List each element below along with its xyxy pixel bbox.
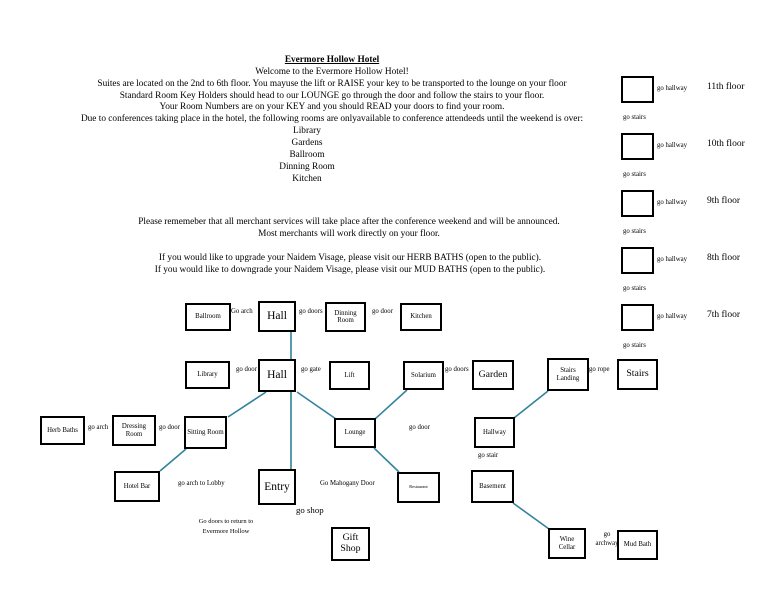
room-kitchen: Kitchen — [400, 303, 442, 331]
edge-label-go-door: go door — [409, 424, 430, 431]
edge-label-go-doors: go doors — [445, 366, 469, 373]
room-wine-cellar: Wine Cellar — [548, 528, 586, 559]
edge-label-go-door: go door — [159, 424, 180, 431]
edge-label-go-doors: go doors — [299, 308, 323, 315]
room-sitting-room: Sitting Room — [184, 416, 227, 449]
room-gift-shop: Gift Shop — [331, 527, 370, 561]
restricted-room: Kitchen — [292, 173, 322, 184]
room-hallway: Hallway — [474, 417, 515, 448]
room-mud-bath: Mud Bath — [617, 530, 658, 560]
restricted-room: Gardens — [291, 137, 323, 148]
floor-box — [621, 76, 654, 103]
room-hotel-bar: Hotel Bar — [114, 471, 160, 502]
intro-line: Your Room Numbers are on your KEY and you should READ your doors to find your room. — [159, 102, 505, 113]
floor-row-7 — [621, 304, 768, 361]
room-lift: Lift — [329, 361, 370, 390]
floor-box — [621, 133, 654, 160]
go-hallway-label: go hallway — [657, 199, 688, 206]
room-hall-upper: Hall — [258, 301, 296, 332]
edge-label-go-arch: Go arch — [231, 308, 253, 315]
page-title: Evermore Hollow Hotel — [284, 55, 380, 65]
connection-line — [375, 390, 407, 419]
connection-line — [160, 449, 186, 471]
merchant-line: Please rememeber that all merchant services will take place after the conference weekend and will be announced. — [138, 217, 560, 227]
room-ballroom: Ballroom — [185, 303, 231, 331]
floor-name: 11th floor — [707, 82, 745, 92]
edge-label-go-arch-to-lobby: go arch to Lobby — [178, 480, 225, 487]
room-basement: Basement — [471, 470, 514, 503]
baths-note — [0, 253, 700, 277]
edge-label-go-archway: go archway — [595, 531, 619, 547]
connection-line — [514, 391, 548, 418]
restricted-room: Ballroom — [289, 149, 325, 160]
intro-block — [0, 55, 664, 126]
floor-name: 9th floor — [707, 196, 740, 206]
connection-line — [228, 392, 266, 417]
connection-line — [374, 448, 399, 472]
intro-line: Welcome to the Evermore Hollow Hotel! — [255, 66, 409, 77]
edge-label-go-shop: go shop — [296, 505, 324, 515]
go-hallway-label: go hallway — [657, 85, 688, 92]
merchant-line: Most merchants will work directly on your floor. — [258, 228, 440, 239]
restricted-room: Library — [293, 126, 321, 136]
room-solarium: Solarium — [403, 361, 444, 390]
edge-label-go-door: go door — [372, 308, 393, 315]
connection-line — [297, 392, 336, 419]
floor-name: 7th floor — [707, 310, 740, 320]
go-stairs-label: go stairs — [623, 342, 646, 349]
room-dressing-room: Dressing Room — [112, 415, 156, 446]
go-stairs-label: go stairs — [623, 171, 646, 178]
edge-label-go-mahogany-door: Go Mahogany Door — [320, 480, 375, 487]
room-lounge: Lounge — [334, 418, 376, 448]
floor-box — [621, 247, 654, 274]
floor-row-11 — [621, 76, 768, 133]
go-stairs-label: go stairs — [623, 114, 646, 121]
merchant-note — [0, 217, 698, 241]
edge-label-go-arch: go arch — [88, 424, 109, 431]
room-garden: Garden — [472, 360, 514, 390]
edge-label-go-gate: go gate — [301, 366, 321, 373]
room-stairs: Stairs — [617, 359, 658, 390]
room-entry: Entry — [258, 469, 296, 505]
intro-line: Due to conferences taking place in the hotel, the following rooms are onlyavailable to conference attendeeds until the weekend is over: — [80, 114, 584, 125]
floor-name: 8th floor — [707, 253, 740, 263]
floor-box — [621, 304, 654, 331]
floor-row-8 — [621, 247, 768, 304]
baths-line: If you would like to downgrade your Naidem Visage, please visit our MUD BATHS (open to the public). — [154, 264, 546, 275]
room-herb-baths: Herb Baths — [40, 416, 85, 445]
baths-line: If you would like to upgrade your Naidem Visage, please visit our HERB BATHS (open to the public). — [158, 253, 542, 263]
room-restaurant: Restaurant — [397, 472, 440, 503]
go-stairs-label: go stairs — [623, 228, 646, 235]
floor-row-10 — [621, 133, 768, 190]
room-dinning-room: Dinning Room — [325, 302, 366, 332]
restricted-rooms-list — [0, 126, 614, 186]
edge-label-go-stair: go stair — [478, 452, 499, 459]
room-hall: Hall — [258, 359, 296, 392]
go-hallway-label: go hallway — [657, 256, 688, 263]
floor-row-9 — [621, 190, 768, 247]
room-stairs-landing: Stairs Landing — [547, 358, 589, 391]
intro-line: Standard Room Key Holders should head to our LOUNGE go through the door and follow the stairs to your floor. — [119, 90, 545, 101]
connection-line — [513, 503, 549, 529]
floor-box — [621, 190, 654, 217]
go-stairs-label: go stairs — [623, 285, 646, 292]
return-note: Go doors to return to Evermore Hollow — [198, 518, 254, 536]
intro-line: Suites are located on the 2nd to 6th floor. You mayuse the lift or RAISE your key to be transported to the lounge on your floor — [97, 78, 567, 89]
go-hallway-label: go hallway — [657, 142, 688, 149]
go-hallway-label: go hallway — [657, 313, 688, 320]
room-library: Library — [185, 361, 230, 389]
floor-name: 10th floor — [707, 139, 745, 149]
edge-label-go-door: go door — [236, 366, 257, 373]
restricted-room: Dinning Room — [279, 161, 335, 172]
edge-label-go-rope: go rope — [589, 366, 610, 373]
